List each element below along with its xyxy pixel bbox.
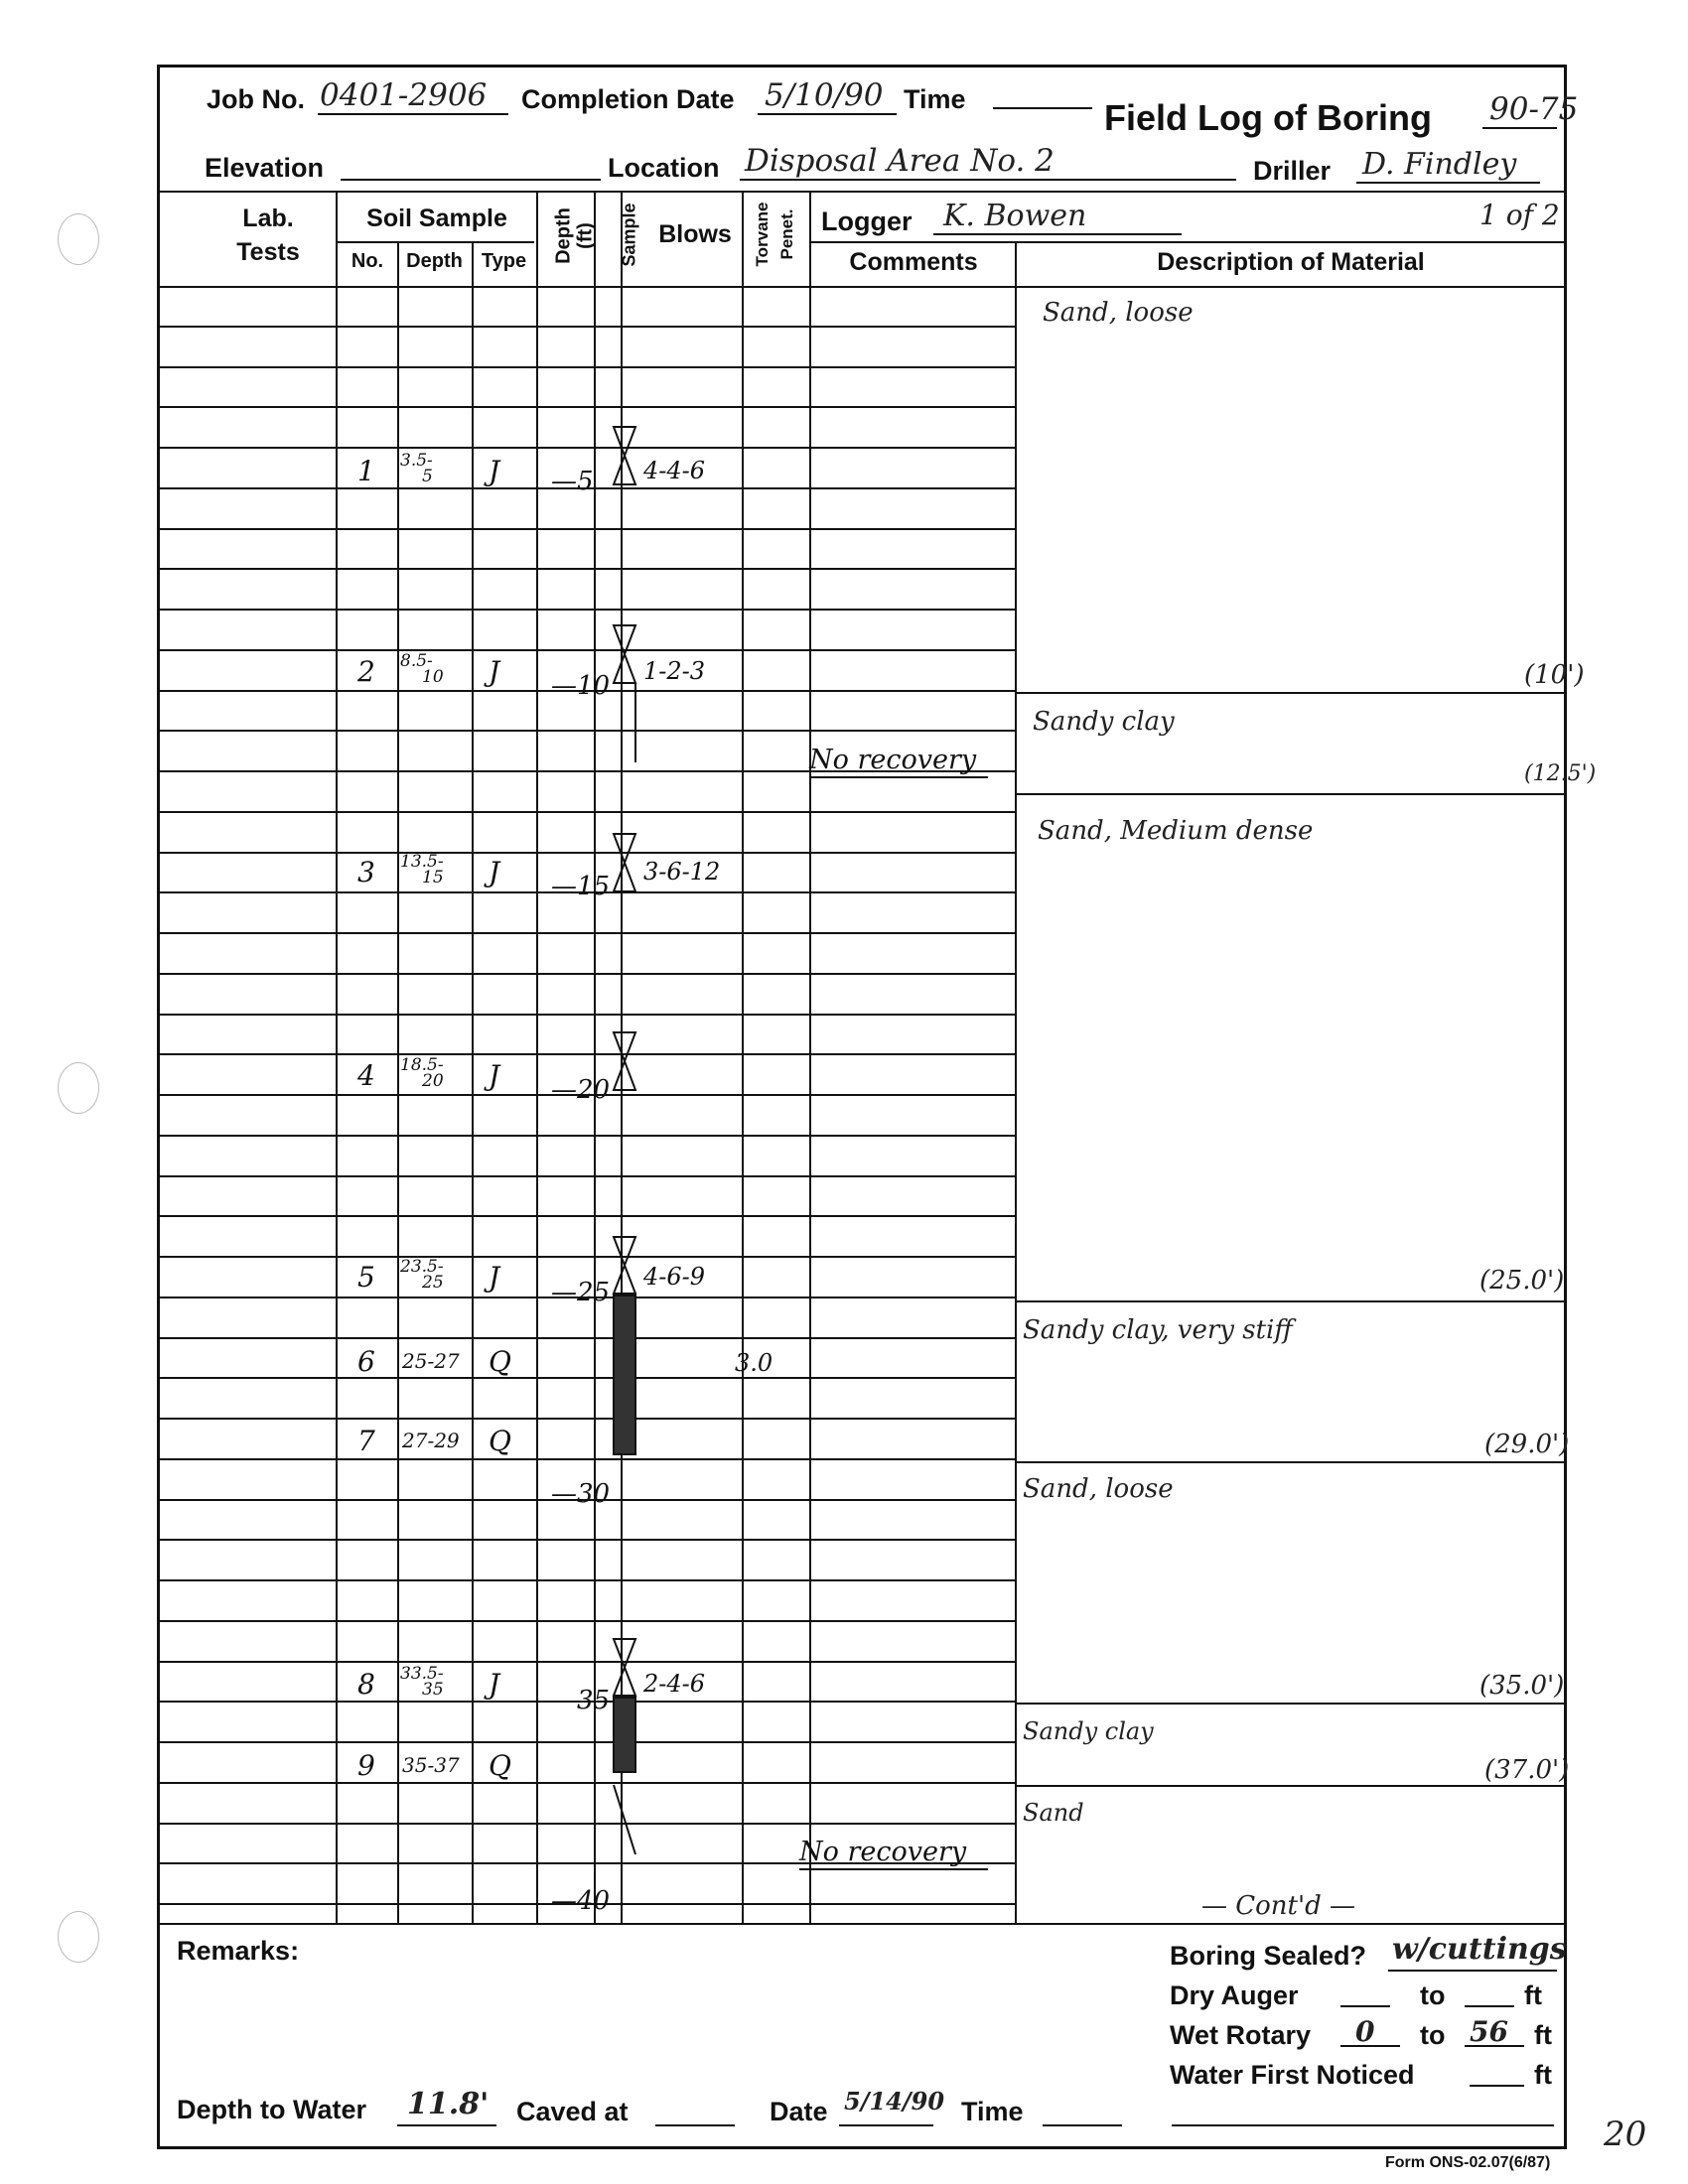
- date-label: Date: [770, 2097, 828, 2126]
- sample-depth-top[interactable]: 8.5-: [400, 651, 433, 671]
- sample-no[interactable]: 7: [357, 1425, 375, 1457]
- sample-blows[interactable]: 4-4-6: [643, 457, 706, 484]
- wet-rotary-from-underline: [1340, 2045, 1400, 2047]
- stratum-boundary-25: [1015, 1300, 1567, 1302]
- depth-mark: —30: [551, 1479, 611, 1509]
- dry-auger-to[interactable]: [1465, 2005, 1514, 2007]
- sample-depth-range[interactable]: 25-27: [402, 1349, 460, 1373]
- binder-hole: [58, 1062, 99, 1114]
- driller-label: Driller: [1253, 156, 1332, 186]
- stratum-boundary-12-5: [1015, 793, 1567, 795]
- desc-depth-29: (29.0'): [1484, 1430, 1570, 1459]
- sample-depth-header: Depth: [406, 250, 463, 272]
- sample-depth-top[interactable]: 33.5-: [400, 1664, 444, 1684]
- sample-blows[interactable]: 1-2-3: [643, 657, 706, 685]
- boring-sealed-label: Boring Sealed?: [1170, 1941, 1367, 1971]
- desc-depth-10: (10'): [1524, 660, 1585, 690]
- sample-no[interactable]: 1: [357, 455, 375, 487]
- sample-type-header: Type: [481, 250, 527, 272]
- row-grid: [157, 286, 1015, 1924]
- sample-no[interactable]: 9: [357, 1749, 375, 1782]
- sample-depth-top[interactable]: 3.5-: [400, 451, 433, 471]
- sample-symbol-2: [614, 625, 635, 683]
- footer-time-field[interactable]: [1043, 2124, 1122, 2126]
- desc-continued: — Cont'd —: [1201, 1891, 1356, 1921]
- desc-depth-35: (35.0'): [1479, 1671, 1565, 1701]
- wet-rotary-from-value[interactable]: 0: [1355, 2015, 1375, 2048]
- header-rule: [157, 191, 1567, 193]
- page-count: 1 of 2: [1479, 199, 1560, 231]
- comment-no-recovery-2[interactable]: No recovery: [799, 1837, 967, 1867]
- depth-mark: —10: [551, 671, 611, 701]
- dry-auger-to-label: to: [1420, 1980, 1446, 2010]
- sample-symbol-8: [614, 1639, 635, 1696]
- sample-blows[interactable]: 3-6-12: [643, 858, 721, 886]
- water-first-noticed-label: Water First Noticed: [1170, 2060, 1415, 2090]
- sample-type[interactable]: J: [489, 1668, 500, 1701]
- dry-auger-label: Dry Auger: [1170, 1980, 1299, 2010]
- stratum-boundary-10: [1015, 692, 1567, 694]
- location-value[interactable]: Disposal Area No. 2: [745, 143, 1055, 179]
- desc-depth-12-5: (12.5'): [1524, 761, 1597, 786]
- sample-depth-range[interactable]: 27-29: [402, 1429, 460, 1452]
- wet-rotary-label: Wet Rotary: [1170, 2020, 1312, 2050]
- binder-hole: [58, 213, 99, 265]
- caved-at-label: Caved at: [516, 2097, 629, 2126]
- lab-tests-header: Lab.: [242, 205, 294, 232]
- depth-mark: —35: [551, 1686, 611, 1715]
- desc-sand: Sand: [1023, 1799, 1084, 1827]
- job-no-value[interactable]: 0401-2906: [320, 77, 488, 113]
- sample-graphic-header: Sample: [619, 203, 639, 267]
- completion-date-underline: [758, 113, 897, 115]
- penet-header: Penet.: [777, 208, 796, 260]
- depth-ft-unit-header: (ft): [574, 222, 597, 249]
- depth-to-water-label: Depth to Water: [177, 2095, 366, 2124]
- location-label: Location: [608, 153, 720, 183]
- desc-sandy-clay: Sandy clay: [1033, 707, 1175, 737]
- sample-symbol-5: [614, 1237, 635, 1294]
- sample-symbol-3: [614, 834, 635, 891]
- blows-header: Blows: [658, 220, 732, 248]
- form-title: Field Log of Boring: [1104, 97, 1432, 138]
- sample-depth-bottom[interactable]: 35: [422, 1680, 444, 1700]
- depth-mark: —25: [551, 1278, 611, 1307]
- wet-rotary-ft-label: ft: [1534, 2020, 1552, 2050]
- desc-sand-loose-2: Sand, loose: [1023, 1474, 1174, 1504]
- time-underline: [993, 107, 1092, 109]
- driller-value[interactable]: D. Findley: [1362, 147, 1517, 182]
- binder-hole: [58, 1911, 99, 1963]
- sample-no[interactable]: 5: [357, 1261, 375, 1294]
- dry-auger-from[interactable]: [1340, 2005, 1390, 2007]
- depth-to-water-underline: [397, 2124, 496, 2126]
- sample-depth-bottom[interactable]: 15: [422, 868, 444, 887]
- sample-depth-bottom[interactable]: 20: [422, 1071, 444, 1091]
- logger-rule: [809, 241, 1567, 243]
- sample-blows[interactable]: 4-6-9: [643, 1263, 706, 1291]
- date-value[interactable]: 5/14/90: [844, 2087, 945, 2116]
- stratum-boundary-37: [1015, 1785, 1567, 1787]
- lab-tests-header-2: Tests: [236, 238, 300, 266]
- elevation-label: Elevation: [205, 153, 325, 183]
- depth-mark: —20: [551, 1075, 611, 1105]
- depth-to-water-value[interactable]: 11.8': [407, 2087, 490, 2121]
- time-label: Time: [904, 84, 966, 114]
- page-mark: 20: [1604, 2115, 1647, 2154]
- desc-sand-loose: Sand, loose: [1043, 298, 1194, 328]
- wet-rotary-to-underline: [1465, 2045, 1524, 2047]
- footer-time-label: Time: [961, 2097, 1024, 2126]
- depth-ft-header: Depth: [552, 207, 575, 264]
- sample-type[interactable]: Q: [489, 1345, 511, 1378]
- comments-header: Comments: [849, 248, 978, 276]
- sample-type[interactable]: J: [489, 655, 500, 688]
- water-first-noticed-field[interactable]: [1470, 2085, 1524, 2087]
- wet-rotary-to-value[interactable]: 56: [1470, 2015, 1508, 2048]
- depth-mark: —40: [551, 1886, 611, 1916]
- driller-underline: [1356, 182, 1540, 184]
- shelby-tube-6-7: [614, 1296, 635, 1454]
- stratum-boundary-29: [1015, 1461, 1567, 1463]
- caved-at-field[interactable]: [655, 2124, 735, 2126]
- comment-no-recovery-1[interactable]: No recovery: [809, 745, 977, 775]
- wet-rotary-to-label: to: [1420, 2020, 1446, 2050]
- comment-underline-1: [809, 776, 988, 778]
- description-header: Description of Material: [1157, 248, 1425, 276]
- sample-type[interactable]: J: [489, 856, 500, 888]
- sample-torvane[interactable]: 3.0: [735, 1349, 774, 1377]
- no-recovery-line-9: [614, 1785, 635, 1854]
- elevation-underline: [341, 179, 601, 181]
- sample-depth-top[interactable]: 13.5-: [400, 852, 444, 872]
- desc-depth-37: (37.0'): [1484, 1755, 1570, 1785]
- sample-symbol-4: [614, 1032, 635, 1090]
- desc-sandy-clay-very-stiff: Sandy clay, very stiff: [1023, 1315, 1293, 1345]
- sample-depth-bottom[interactable]: 5: [422, 467, 433, 486]
- depth-mark: —15: [551, 872, 611, 901]
- remarks-label: Remarks:: [177, 1936, 300, 1966]
- desc-sand-medium-dense: Sand, Medium dense: [1038, 816, 1314, 846]
- completion-date-value[interactable]: 5/10/90: [765, 77, 884, 113]
- sample-no[interactable]: 4: [357, 1059, 375, 1092]
- sample-depth-top[interactable]: 18.5-: [400, 1055, 444, 1075]
- sample-type[interactable]: J: [489, 1059, 500, 1092]
- completion-date-label: Completion Date: [521, 84, 735, 114]
- logger-underline: [933, 233, 1182, 235]
- sample-type[interactable]: Q: [489, 1425, 511, 1457]
- soil-sample-subrule: [336, 241, 534, 243]
- location-underline: [740, 179, 1236, 181]
- comment-underline-2: [799, 1868, 988, 1870]
- sample-symbol-1: [614, 427, 635, 484]
- date-underline: [839, 2124, 933, 2126]
- sample-interval-graphics: [594, 286, 643, 1924]
- col-rule-comments: [1015, 241, 1017, 1923]
- sample-depth-range[interactable]: 35-37: [402, 1753, 460, 1777]
- boring-sealed-value[interactable]: w/cuttings: [1392, 1932, 1567, 1967]
- sample-type[interactable]: Q: [489, 1749, 511, 1782]
- torvane-header: Torvane: [753, 202, 772, 267]
- desc-sandy-clay-2: Sandy clay: [1023, 1717, 1154, 1745]
- logger-value[interactable]: K. Bowen: [943, 199, 1087, 233]
- sample-no[interactable]: 2: [357, 655, 375, 688]
- sample-depth-bottom[interactable]: 25: [422, 1273, 444, 1293]
- boring-sealed-underline: [1388, 1970, 1557, 1972]
- sample-no[interactable]: 6: [357, 1345, 375, 1378]
- sample-blows[interactable]: 2-4-6: [643, 1670, 706, 1698]
- boring-number[interactable]: 90-75: [1489, 91, 1579, 127]
- boring-number-underline: [1482, 127, 1557, 129]
- soil-sample-header: Soil Sample: [366, 205, 507, 232]
- logger-label: Logger: [821, 206, 913, 236]
- depth-mark: —5: [551, 467, 594, 496]
- footer-blank-field[interactable]: [1172, 2124, 1554, 2126]
- form-number: Form ONS-02.07(6/87): [1385, 2154, 1551, 2171]
- sample-type[interactable]: J: [489, 1261, 500, 1294]
- shelby-tube-9: [614, 1698, 635, 1772]
- sample-no[interactable]: 8: [357, 1668, 375, 1701]
- sample-depth-top[interactable]: 23.5-: [400, 1257, 444, 1277]
- sample-type[interactable]: J: [489, 455, 500, 487]
- sample-depth-bottom[interactable]: 10: [422, 667, 444, 687]
- desc-depth-25: (25.0'): [1479, 1266, 1565, 1296]
- water-first-ft-label: ft: [1534, 2060, 1552, 2090]
- sample-no-header: No.: [351, 250, 384, 272]
- stratum-boundary-35: [1015, 1703, 1567, 1705]
- sample-no[interactable]: 3: [357, 856, 375, 888]
- job-no-underline: [318, 113, 508, 115]
- dry-auger-ft-label: ft: [1524, 1980, 1542, 2010]
- job-no-label: Job No.: [207, 84, 305, 114]
